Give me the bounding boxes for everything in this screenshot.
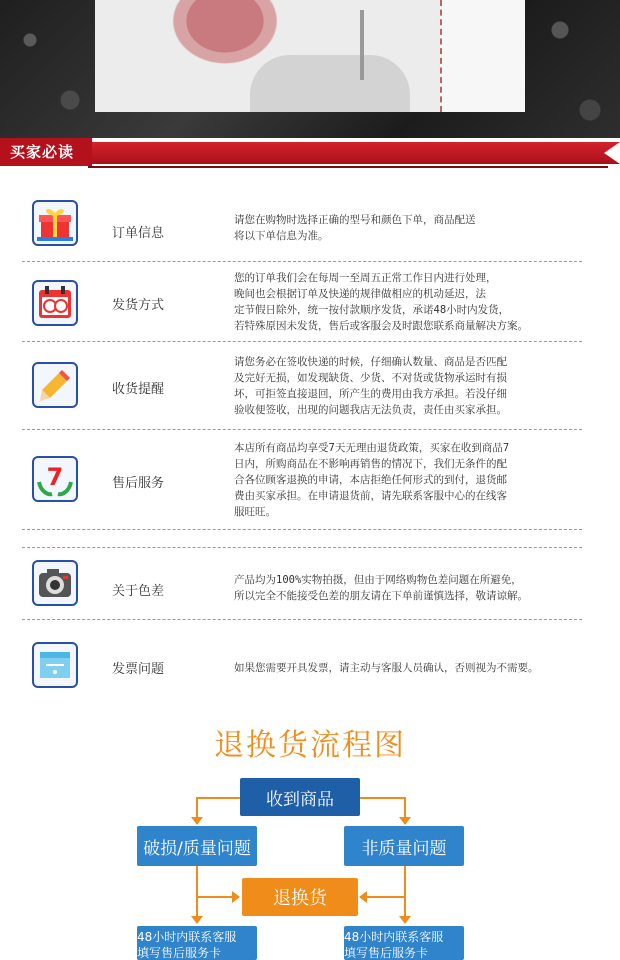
- flow-step-exchange: 退换货: [242, 878, 358, 916]
- buyer-notice-header: [0, 138, 620, 168]
- camera-icon: [32, 560, 78, 606]
- flow-connector: [196, 797, 198, 819]
- section-title: 买家必读: [0, 138, 92, 166]
- receipt-icon: [32, 642, 78, 688]
- calendar-icon: [32, 280, 78, 326]
- flow-connector: [360, 797, 406, 799]
- stem-shape: [360, 10, 364, 80]
- flow-step-damaged: 破损/质量问题: [137, 826, 257, 866]
- flow-connector: [196, 896, 234, 898]
- row-title: 收货提醒: [112, 382, 165, 397]
- arrow-down-icon: [191, 916, 203, 924]
- row-divider: [22, 530, 582, 548]
- flow-step-line: 48小时内联系客服: [344, 930, 444, 944]
- info-row-receiving: [22, 342, 582, 430]
- arrow-down-icon: [399, 916, 411, 924]
- arrow-down-icon: [191, 817, 203, 825]
- info-row-color: [22, 548, 582, 620]
- row-title: 关于色差: [112, 584, 165, 599]
- flower-decoration: [165, 0, 285, 70]
- flow-step-line: 48小时内联系客服: [137, 930, 237, 944]
- arrow-left-icon: [359, 891, 367, 903]
- row-description: 请您务必在签收快递的时候，仔细确认数量、商品是否匹配 及完好无损，如发现缺货、少货、不对货或货物承运时有损 坏，可拒签直接退回，所产生的费用由我方承担。若没仔细 验收便签收，出现的问题我店无法负责，责任由买家承担。: [234, 356, 507, 416]
- arrow-down-icon: [399, 817, 411, 825]
- flow-step-contact-right: [344, 926, 464, 960]
- svg-text:7: 7: [46, 463, 64, 491]
- row-title: 发票问题: [112, 662, 165, 677]
- info-row-shipping: [22, 262, 582, 342]
- flow-connector: [404, 866, 406, 898]
- pencil-icon: [32, 362, 78, 408]
- header-ribbon: [88, 142, 620, 164]
- row-title: 订单信息: [112, 226, 165, 241]
- gift-icon: [32, 200, 78, 246]
- flow-step-line: 填写售后服务卡: [344, 946, 429, 960]
- flow-connector: [404, 898, 406, 918]
- flow-connector: [366, 896, 406, 898]
- flow-connector: [196, 898, 198, 918]
- hero-photo-banner: [0, 0, 620, 138]
- arrow-right-icon: [232, 891, 240, 903]
- row-description: 本店所有商品均享受7天无理由退货政策，买家在收到商品7 日内，所购商品在不影响再销售的情况下，我们无条件的配 合各位顾客退换的申请，本店拒绝任何形式的到付，退货邮 费由买家承担。在申请退货前，请先联系客服中心的在线客 服旺旺。: [234, 442, 510, 518]
- info-row-after-sales: [22, 430, 582, 530]
- row-description: 如果您需要开具发票，请主动与客服人员确认，否则视为不需要。: [234, 662, 539, 674]
- flow-connector: [196, 797, 240, 799]
- flow-step-non-quality: 非质量问题: [344, 826, 464, 866]
- row-title: 发货方式: [112, 298, 165, 313]
- flow-connector: [404, 797, 406, 819]
- info-row-order: [22, 186, 582, 262]
- row-description: 产品均为100%实物拍摄，但由于网络购物色差问题在所避免， 所以完全不能接受色差的朋友请在下单前谨慎选择，敬请谅解。: [234, 574, 528, 602]
- flow-step-received: 收到商品: [240, 778, 360, 816]
- flow-connector: [196, 866, 198, 898]
- flow-chart-title: 退换货流程图: [214, 728, 406, 763]
- flow-step-contact-left: [137, 926, 257, 960]
- flow-step-line: 填写售后服务卡: [137, 946, 222, 960]
- row-title: 售后服务: [112, 476, 165, 491]
- row-description: 请您在购物时选择正确的型号和颜色下单，商品配送 将以下单信息为准。: [234, 214, 476, 242]
- header-ribbon-shadow: [88, 166, 608, 168]
- lucky-seven-icon: [32, 456, 78, 502]
- side-panel: [440, 0, 525, 112]
- vase-shape: [250, 55, 410, 112]
- row-description: 您的订单我们会在每周一至周五正常工作日内进行处理， 晚间也会根据订单及快递的规律做相应的机动延迟，法 定节假日除外，统一按付款顺序发货，承诺48小时内发货， 若特殊原因未发货，售后或客服会及时跟您联系商量解决方案。: [234, 272, 528, 332]
- info-row-invoice: [22, 620, 582, 696]
